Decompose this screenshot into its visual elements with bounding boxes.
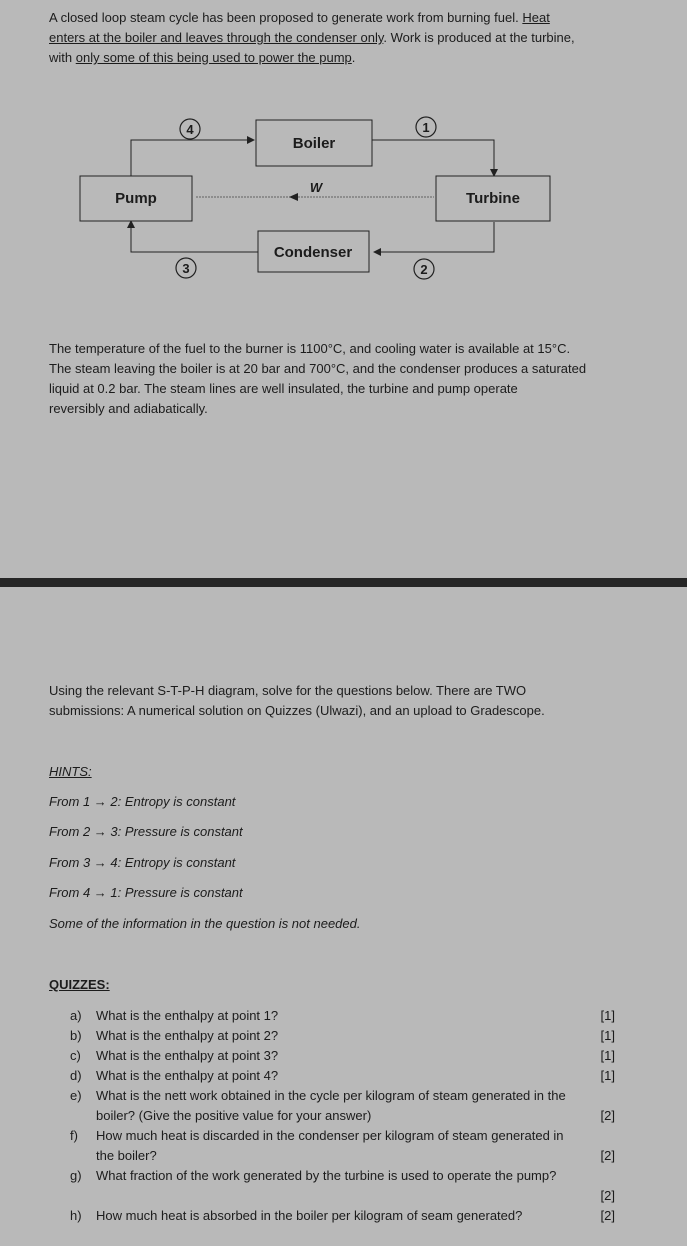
steam-cycle-diagram — [0, 100, 687, 300]
hint-1: From 1 → 2: Entropy is constant — [49, 794, 236, 809]
hints-note: Some of the information in the question is not needed. — [49, 916, 361, 931]
quiz-item-letter: c) — [70, 1048, 81, 1063]
intro-line-2-text: . Work is produced at the turbine, — [383, 30, 575, 45]
intro-line-3-text: with — [49, 50, 76, 65]
quiz-item-mark: [2] — [600, 1148, 615, 1163]
work-label: W — [309, 180, 323, 195]
state-1-label: 1 — [422, 120, 430, 135]
state-3-label: 3 — [182, 261, 190, 276]
intro-heat-path-underlined: enters at the boiler and leaves through the condenser only — [49, 30, 384, 45]
quiz-item-h — [70, 1206, 615, 1226]
hint-4: From 4 → 1: Pressure is constant — [49, 885, 243, 900]
quiz-item-letter: f) — [70, 1128, 78, 1143]
quiz-item-mark: [2] — [600, 1188, 615, 1203]
quiz-item-mark: [1] — [600, 1048, 615, 1063]
intro-line-3-end: . — [351, 50, 356, 65]
quiz-item-text: What is the nett work obtained in the cycle per kilogram of steam generated in the — [96, 1088, 566, 1103]
quiz-item-f — [70, 1126, 615, 1166]
quiz-item-g — [70, 1166, 615, 1206]
intro-line-1-text: A closed loop steam cycle has been proposed to generate work from burning fuel. — [49, 10, 523, 25]
line-condenser-to-pump — [131, 221, 258, 252]
state-2-label: 2 — [420, 262, 428, 277]
hint-3: From 3 → 4: Entropy is constant — [49, 855, 236, 870]
quiz-item-letter: h) — [70, 1208, 82, 1223]
line-pump-to-boiler — [131, 140, 254, 176]
intro-pump-underlined: only some of this being used to power the pump — [75, 50, 352, 65]
quiz-item-letter: e) — [70, 1088, 82, 1103]
line-boiler-to-turbine — [372, 140, 494, 176]
quiz-item-b — [70, 1026, 615, 1046]
intro-line-3 — [49, 48, 355, 68]
quiz-item-text-cont: boiler? (Give the positive value for your answer) — [96, 1108, 372, 1123]
quiz-list — [70, 1006, 615, 1226]
quiz-item-d — [70, 1066, 615, 1086]
quiz-item-mark: [1] — [600, 1008, 615, 1023]
instructions-line-1: Using the relevant S-T-P-H diagram, solve for the questions below. There are TWO — [49, 683, 527, 698]
condenser-label: Condenser — [273, 244, 353, 261]
quiz-item-mark: [1] — [600, 1028, 615, 1043]
quiz-item-text: How much heat is discarded in the condenser per kilogram of steam generated in — [96, 1128, 564, 1143]
intro-line-1 — [49, 8, 550, 28]
intro-line-2 — [49, 28, 575, 48]
quiz-item-letter: g) — [70, 1168, 82, 1183]
pump-label: Pump — [115, 190, 157, 207]
quiz-item-mark: [2] — [600, 1108, 615, 1123]
boiler-label: Boiler — [292, 135, 336, 152]
page-divider — [0, 578, 687, 587]
conditions-line-2: The steam leaving the boiler is at 20 bar and 700°C, and the condenser produces a saturated — [49, 361, 587, 376]
conditions-line-1: The temperature of the fuel to the burner is 1100°C, and cooling water is available at 15°C. — [49, 341, 571, 356]
quiz-item-text: What is the enthalpy at point 1? — [96, 1008, 279, 1023]
quiz-item-c — [70, 1046, 615, 1066]
quiz-item-text: What is the enthalpy at point 4? — [96, 1068, 279, 1083]
state-4-label: 4 — [186, 122, 194, 137]
intro-heat-underlined: Heat — [522, 10, 550, 25]
quizzes-title: QUIZZES: — [49, 977, 110, 992]
work-arrowhead — [289, 193, 298, 201]
hints-title: HINTS: — [49, 764, 92, 779]
quiz-item-text: How much heat is absorbed in the boiler per kilogram of seam generated? — [96, 1208, 523, 1223]
quiz-item-letter: a) — [70, 1008, 82, 1023]
conditions-line-4: reversibly and adiabatically. — [49, 401, 208, 416]
quiz-item-mark: [1] — [600, 1068, 615, 1083]
conditions-line-3: liquid at 0.2 bar. The steam lines are well insulated, the turbine and pump operate — [49, 381, 518, 396]
quiz-item-letter: d) — [70, 1068, 82, 1083]
turbine-label: Turbine — [466, 190, 520, 207]
quiz-item-text: What fraction of the work generated by the turbine is used to operate the pump? — [96, 1168, 557, 1183]
quiz-item-e — [70, 1086, 615, 1126]
quiz-item-mark: [2] — [600, 1208, 615, 1223]
quiz-item-text: What is the enthalpy at point 2? — [96, 1028, 279, 1043]
quiz-item-text: What is the enthalpy at point 3? — [96, 1048, 279, 1063]
instructions-line-2: submissions: A numerical solution on Quizzes (Ulwazi), and an upload to Gradescope. — [49, 703, 545, 718]
line-turbine-to-condenser — [374, 222, 494, 252]
quiz-item-letter: b) — [70, 1028, 82, 1043]
hint-2: From 2 → 3: Pressure is constant — [49, 824, 243, 839]
quiz-item-a — [70, 1006, 615, 1026]
quiz-item-text-cont: the boiler? — [96, 1148, 157, 1163]
